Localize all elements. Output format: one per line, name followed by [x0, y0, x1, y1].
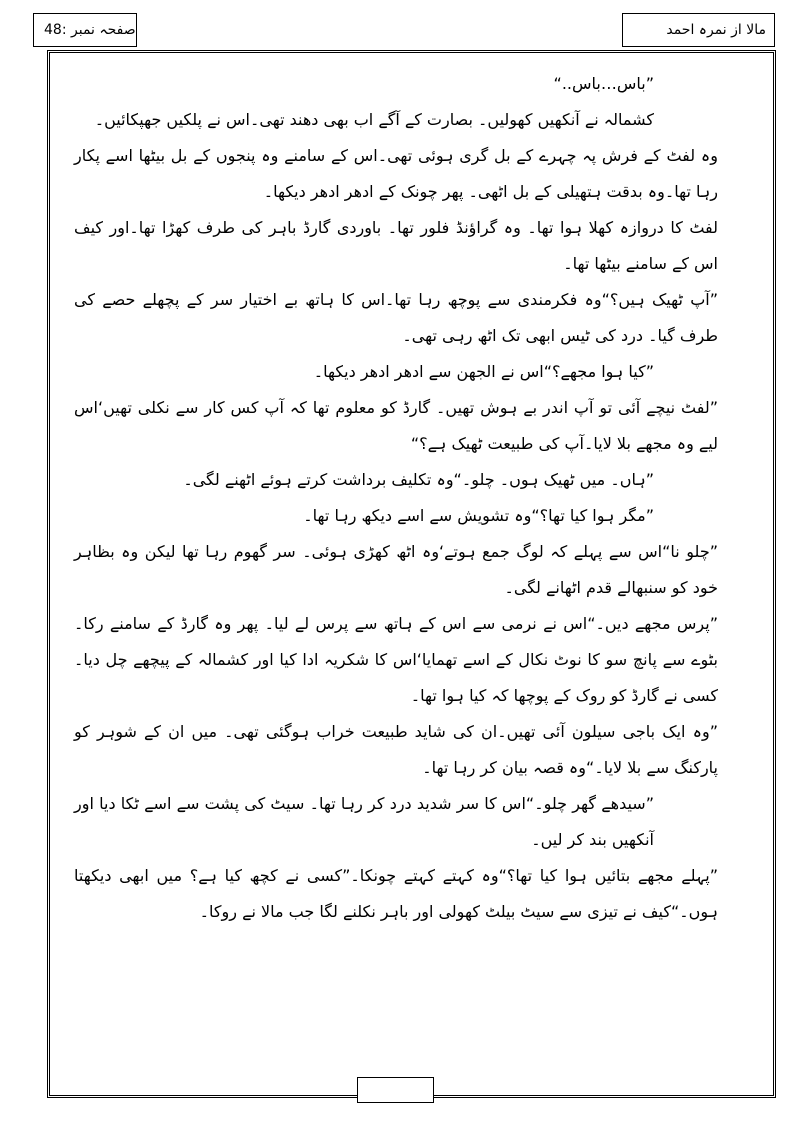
page-number-box	[33, 13, 137, 47]
paragraph: ”آپ ٹھیک ہیں؟“وہ فکرمندی سے پوچھ رہا تھا۔اس کا ہاتھ بے اختیار سر کے پچھلے حصے کی طرف گیا۔ درد کی ٹیس ابھی تک اٹھ رہی تھی۔	[74, 290, 718, 345]
paragraph: ”پہلے مجھے بتائیں ہوا کیا تھا؟“وہ کہتے کہتے چونکا۔”کسی نے کچھ کیا ہے؟ میں ابھی دیکھتا ہوں۔“کیف نے تیزی سے سیٹ بیلٹ کھولی اور باہر نکلنے لگا جب مالا نے روکا۔	[74, 866, 718, 921]
paragraph: ”ہاں۔ میں ٹھیک ہوں۔ چلو۔“وہ تکلیف برداشت کرتے ہوئے اٹھنے لگی۔	[183, 470, 654, 489]
page-number: صفحہ نمبر :48	[44, 22, 136, 38]
paragraph: ”وہ ایک باجی سیلون آئی تھیں۔ان کی شاید طبیعت خراب ہوگئی تھی۔ میں ان کے شوہر کو پارکنگ سے بلا لایا۔“وہ قصہ بیان کر رہا تھا۔	[74, 722, 718, 777]
footer-box	[357, 1077, 434, 1103]
paragraph: ”پرس مجھے دیں۔“اس نے نرمی سے اس کے ہاتھ سے پرس لے لیا۔ پھر وہ گارڈ کے سامنے رکا۔ بٹوے سے پانچ سو کا نوٹ نکال کے اسے تھمایا‘اس کا شکریہ ادا کیا اور کشمالہ کے پیچھے چل دیا۔ کسی نے گارڈ کو روک کے پوچھا کہ کیا ہوا تھا۔	[74, 614, 718, 705]
paragraph: کشمالہ نے آنکھیں کھولیں۔ بصارت کے آگے اب بھی دھند تھی۔اس نے پلکیں جھپکائیں۔	[94, 110, 654, 129]
author-title: مالا از نمرہ احمد	[666, 22, 766, 38]
paragraph: لفٹ کا دروازہ کھلا ہوا تھا۔ وہ گراؤنڈ فلور تھا۔ باوردی گارڈ باہر کی طرف کھڑا تھا۔اور کیف اس کے سامنے بیٹھا تھا۔	[74, 218, 718, 273]
paragraph: ”سیدھے گھر چلو۔“اس کا سر شدید درد کر رہا تھا۔ سیٹ کی پشت سے اسے ٹکا دیا اور آنکھیں بند کر لیں۔	[74, 794, 654, 849]
paragraph: ”چلو نا“اس سے پہلے کہ لوگ جمع ہوتے‘وہ اٹھ کھڑی ہوئی۔ سر گھوم رہا تھا لیکن وہ بظاہر خود کو سنبھالے قدم اٹھانے لگی۔	[74, 542, 718, 597]
author-box	[622, 13, 775, 47]
paragraph: ”لفٹ نیچے آئی تو آپ اندر بے ہوش تھیں۔ گارڈ کو معلوم تھا کہ آپ کس کار سے نکلی تھیں‘اس لیے وہ مجھے بلا لایا۔آپ کی طبیعت ٹھیک ہے؟“	[74, 398, 718, 453]
paragraph: ”مگر ہوا کیا تھا؟“وہ تشویش سے اسے دیکھ رہا تھا۔	[303, 506, 654, 525]
paragraph: وہ لفٹ کے فرش پہ چہرے کے بل گری ہوئی تھی۔اس کے سامنے وہ پنجوں کے بل بیٹھا اسے پکار رہا تھا۔وہ بدقت ہتھیلی کے بل اٹھی۔ پھر چونک کے ادھر ادھر دیکھا۔	[74, 146, 718, 201]
paragraph: ”کیا ہوا مجھے؟“اس نے الجھن سے ادھر ادھر دیکھا۔	[313, 362, 654, 381]
paragraph: ”باس…باس..“	[553, 74, 654, 93]
page-body	[74, 66, 718, 930]
